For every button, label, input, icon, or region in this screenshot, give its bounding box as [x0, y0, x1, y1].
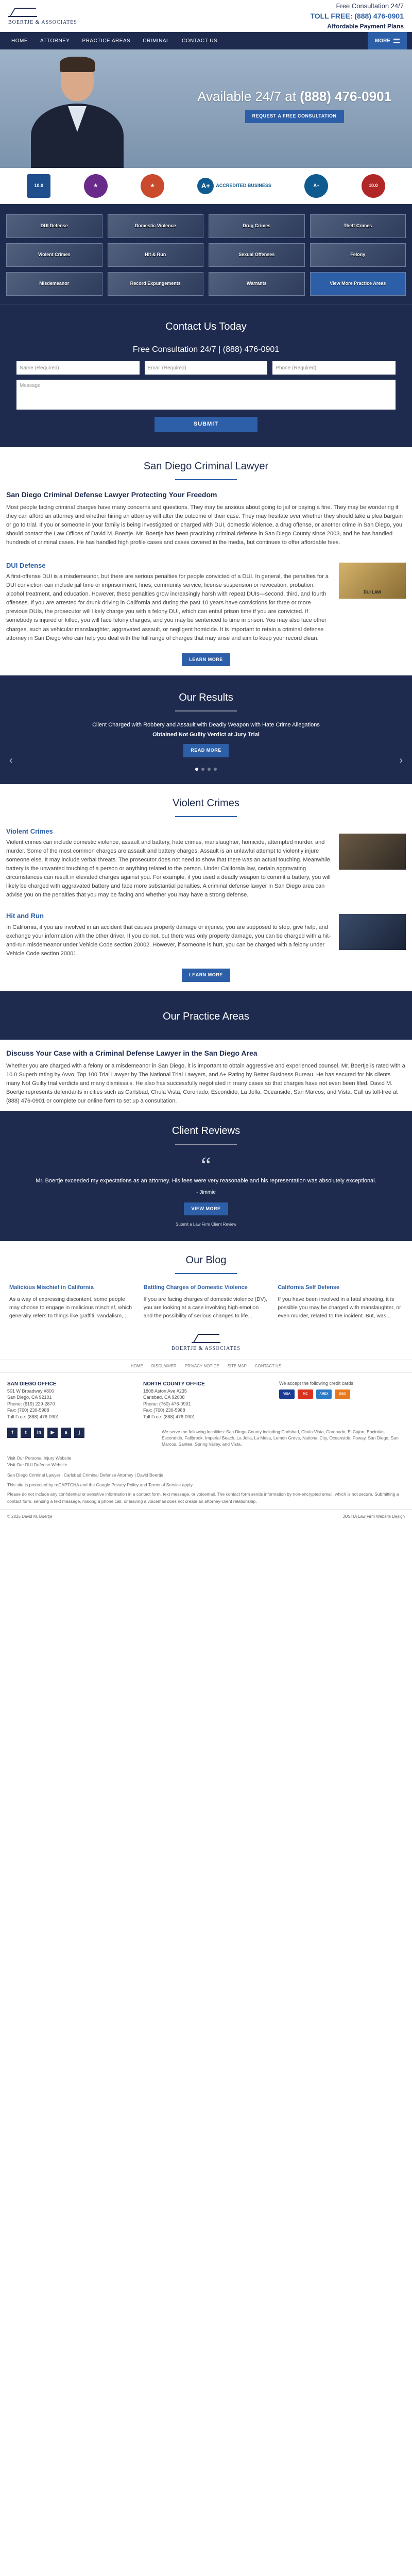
avvo-badge-icon: 10.0 — [362, 174, 385, 198]
mastercard-icon: MC — [298, 1389, 313, 1399]
footer-link-disclaimer[interactable]: DISCLAIMER — [151, 1363, 177, 1368]
results-title: Our Results — [179, 692, 233, 704]
hero-phone[interactable]: (888) 476-0901 — [300, 89, 391, 104]
tile-drug-crimes[interactable]: Drug Crimes — [209, 214, 305, 238]
footer-link-sitemap[interactable]: SITE MAP — [227, 1363, 247, 1368]
message-field[interactable]: Message — [16, 380, 396, 410]
dui-learn-more-button[interactable]: LEARN MORE — [182, 653, 230, 667]
bbb-badge — [197, 178, 271, 194]
practice-areas-heading: Discuss Your Case with a Criminal Defense Lawyer in the San Diego Area — [6, 1048, 258, 1057]
footer-logo[interactable]: BOERTJE & ASSOCIATES — [0, 1332, 412, 1352]
intro-title: San Diego Criminal Lawyer — [143, 460, 269, 472]
hero-banner — [0, 49, 412, 168]
practice-areas-body: Whether you are charged with a felony or a misdemeanor in San Diego, it is important to obtain aggressive and experienced counsel. Mr. Boertje is rated with a 10.0 Superb rating by Avvo, Top 100 Trial Lawyer by The National Trial Lawyers, and A+ Rating by Better Business Bureau. He has secured for his clients many Not Guilty trial verdicts and many dismissals. He also has successfully negotiated in many cases so that charges have not even been filed. David M. Boertje represents defendants in cities such as Carlsbad, Chula Vista, Coronado, Escondido, La Jolla, Oceanside, San Marcos, and Vista. Call us toll-free at (888) 476-0901 or complete our online form to set up a consultation. — [6, 1062, 405, 1104]
nav-attorney[interactable]: ATTORNEY — [40, 38, 70, 44]
blog-post-title[interactable]: Malicious Mischief in California — [9, 1284, 94, 1291]
san-diego-office: SAN DIEGO OFFICE 501 W Broadway #800 San Diego, CA 92101 Phone: (619) 229-2870 Fax: (760) 230-5988 Toll Free: (888) 476-0901 — [7, 1381, 60, 1420]
contact-title: Contact Us Today — [165, 321, 247, 332]
header-payment-text: Affordable Payment Plans — [327, 23, 404, 30]
logo-mark-icon — [8, 6, 37, 17]
practice-areas-title: Our Practice Areas — [163, 1010, 249, 1022]
tile-misdemeanor[interactable]: Misdemeanor — [6, 272, 102, 296]
blog-post-excerpt: If you have been involved in a fatal shooting, it is possible you may be charged with manslaughter, or even murder, related to the incident. But, was... — [278, 1296, 401, 1319]
practice-areas-content — [0, 1040, 412, 1106]
copyright-bar — [0, 1509, 412, 1524]
result-verdict: Obtained Not Guilty Verdict at Jury Trial — [152, 731, 260, 738]
tile-theft-crimes[interactable]: Theft Crimes — [310, 214, 406, 238]
copyright-text: © 2025 David M. Boertje — [7, 1514, 53, 1519]
tile-felony[interactable]: Felony — [310, 243, 406, 267]
justia-icon[interactable]: j — [74, 1428, 84, 1438]
email-field[interactable]: Email (Required) — [145, 361, 268, 375]
tile-hit-and-run[interactable]: Hit & Run — [108, 243, 204, 267]
service-areas: We serve the following localities: San Diego County including Carlsbad, Chula Vista, Coronado, El Cajon, Encinitas, Escondido, Fallbrook, Imperial Beach, La Jolla, La Mesa, Lemon Grove, National City, Oceanside, Poway, San Diego, San Marcos, Santee, Spring Valley, and Vista. — [162, 1429, 399, 1447]
dui-heading: DUI Defense — [6, 561, 46, 569]
hitrun-body: In California, if you are involved in an accident that causes property damage or injuries, you are supposed to stop, give help, and exchange your information with the other driver. If you do not, but there was only property damage, you can be charged with a hit-and-run misdemeanor under Vehicle Code section 20002. However, if someone is hurt, you can be charged with a felony under Vehicle Code section 20001. — [6, 924, 331, 957]
submit-review-link[interactable]: Submit a Law Firm Client Review — [176, 1222, 236, 1227]
tile-dui-defense[interactable]: DUI Defense — [6, 214, 102, 238]
blog-section — [0, 1241, 412, 1320]
chevron-right-icon[interactable]: › — [399, 755, 403, 767]
blog-post — [144, 1283, 269, 1320]
results-section — [0, 675, 412, 784]
footer-link-home[interactable]: HOME — [130, 1363, 143, 1368]
logo-mark-icon — [192, 1332, 220, 1343]
footer-link-contact[interactable]: CONTACT US — [254, 1363, 282, 1368]
award-badges — [0, 168, 412, 204]
logo-text: BOERTJE & ASSOCIATES — [8, 20, 77, 25]
nav-more-label: MORE — [375, 38, 390, 44]
nav-more-button[interactable] — [368, 32, 407, 49]
practice-tiles-section — [0, 204, 412, 304]
results-read-more-button[interactable]: READ MORE — [183, 744, 229, 757]
violent-learn-more-button[interactable]: LEARN MORE — [182, 969, 230, 982]
amex-icon: AMEX — [316, 1389, 332, 1399]
carousel-dots — [21, 768, 391, 771]
pi-website-link[interactable]: Visit Our Personal Injury Website — [7, 1455, 72, 1461]
tile-view-more[interactable]: View More Practice Areas — [310, 272, 406, 296]
hitrun-heading: Hit and Run — [6, 912, 44, 920]
hero-headline: Available 24/7 at (888) 476-0901 — [197, 89, 391, 104]
blog-post-excerpt: As a way of expressing discontent, some people may choose to engage in malicious mischief, which generally refers to things like graffiti, vandalism,... — [9, 1296, 132, 1319]
blog-post-title[interactable]: California Self Defense — [278, 1284, 340, 1291]
intro-body: Most people facing criminal charges have many concerns and questions. They may be anxious about going to jail or paying a fine. They may be wondering if they can afford an attorney and whether hiring an attorney will alter the outcome of their case. They may hesitate over whether they should take a plea bargain or go to trial. If you or someone in your family is being investigated or charged with DUI, domestic violence, a drug offense, or another crime in San Diego, you should contact the Law Offices of David M. Boertje. Mr. Boertje has been practicing criminal defense in San Diego County since 2003, and he has handled hundreds of criminal cases. He has handled high profile cases and cases covered in the media, but continues to offer affordable fees. — [6, 504, 403, 546]
name-field[interactable]: Name (Required) — [16, 361, 140, 375]
recaptcha-notice: This site is protected by reCAPTCHA and the Google Privacy Policy and Terms of Service apply. — [7, 1482, 194, 1488]
blog-title: Our Blog — [185, 1255, 227, 1266]
justia-credit-link[interactable]: JUSTIA Law Firm Website Design — [342, 1514, 405, 1519]
award-seal-icon: ★ — [84, 174, 108, 198]
bbb-text: ACCREDITED BUSINESS — [216, 183, 271, 189]
site-logo[interactable] — [8, 6, 77, 26]
north-county-office: NORTH COUNTY OFFICE 1808 Aston Ave #235 Carlsbad, CA 92008 Phone: (760) 476-0901 Fax: (760) 230-5988 Toll Free: (888) 476-0901 — [143, 1381, 205, 1420]
justia-badge-icon: 10.0 — [27, 174, 50, 198]
header — [0, 0, 412, 32]
blog-post — [9, 1283, 134, 1320]
tile-warrants[interactable]: Warrants — [209, 272, 305, 296]
nav-practice-areas[interactable]: PRACTICE AREAS — [82, 38, 131, 44]
blog-post — [278, 1283, 403, 1320]
office-locations — [0, 1380, 412, 1420]
facebook-icon[interactable]: f — [7, 1428, 18, 1438]
quote-icon: “ — [201, 1152, 211, 1178]
hero-text — [197, 87, 391, 123]
header-contact — [310, 1, 404, 31]
submit-button[interactable]: SUBMIT — [154, 417, 258, 432]
main-nav — [0, 32, 412, 49]
main-content — [0, 447, 412, 667]
chevron-left-icon[interactable]: ‹ — [9, 755, 13, 767]
intro-heading: San Diego Criminal Defense Lawyer Protecting Your Freedom — [6, 490, 217, 499]
dui-law-image: DUI LAW — [339, 563, 406, 599]
attorney-photo — [31, 55, 124, 168]
contact-disclaimer: Please do not include any confidential or sensitive information in a contact form, text message, or voicemail. The contact form sends information by non-encrypted email, which is not secure. Submitting a contact form, sending a text message, making a phone call, or leaving a voicemail does not create an attorney-client relationship. — [7, 1491, 399, 1504]
violent-crimes-section — [0, 784, 412, 982]
reviews-title: Client Reviews — [171, 1125, 241, 1137]
contact-subtitle: Free Consultation 24/7 | (888) 476-0901 — [132, 345, 280, 354]
header-consult-text: Free Consultation 24/7 — [336, 2, 404, 10]
police-stop-image — [339, 914, 406, 950]
payment-info — [279, 1380, 405, 1420]
header-phone-link[interactable]: TOLL FREE: (888) 476-0901 — [310, 12, 404, 21]
nav-home[interactable]: HOME — [11, 38, 28, 44]
bbb-rating: A+ — [197, 178, 214, 194]
hero-consultation-button[interactable]: REQUEST A FREE CONSULTATION — [245, 110, 344, 123]
dui-website-link[interactable]: Visit Our DUI Defense Website — [7, 1462, 67, 1468]
contact-form-section — [0, 304, 412, 447]
blog-post-title[interactable]: Battling Charges of Domestic Violence — [143, 1284, 248, 1291]
carousel-dot[interactable] — [208, 768, 211, 771]
divider — [175, 479, 237, 480]
carousel-dot[interactable] — [195, 768, 198, 771]
avvo-icon[interactable]: a — [61, 1428, 71, 1438]
practice-areas-banner — [0, 991, 412, 1040]
footer-nav — [0, 1360, 412, 1373]
nav-criminal[interactable]: CRIMINAL — [143, 38, 170, 44]
footer-link-privacy[interactable]: PRIVACY NOTICE — [184, 1363, 219, 1368]
nav-contact-us[interactable]: CONTACT US — [182, 38, 218, 44]
result-case: Client Charged with Robbery and Assault with Deadly Weapon with Hate Crime Allegations — [92, 722, 320, 728]
linkedin-icon[interactable]: in — [34, 1428, 44, 1438]
review-author: - Jimmie — [196, 1189, 216, 1195]
tile-domestic-violence[interactable]: Domestic Violence — [108, 214, 204, 238]
violent-title: Violent Crimes — [173, 797, 239, 809]
reviews-view-more-button[interactable]: VIEW MORE — [184, 1202, 228, 1216]
dui-body: A first-offense DUI is a misdemeanor, but there are serious penalties for people convicted of a DUI. In general, the penalties for a DUI conviction can include jail time or imprisonment, fines, community service, license suspension or revocation, probation, alcohol treatment, and education. However, these penalties grow increasingly harsh with repeat DUIs—second, third, and fourth offenses. If you are arrested for drunk driving in California and during the past 10 years have convictions for three or more previous DUIs, the prosecutor will likely charge you with a felony DUI, which can entail prison time if you are convicted. If somebody is injured or killed, you will face felony charges, and you may be sentenced to time in prison. You may also face other charges, such as vehicular manslaughter, aggravated assault, or negligent homicide. It is important to retain a criminal defense attorney in San Diego who can help you deal with the full range of charges that may arise and aim to keep your record clean. — [6, 573, 329, 641]
tile-sexual-offenses[interactable]: Sexual Offenses — [209, 243, 305, 267]
reviews-section — [0, 1111, 412, 1242]
visa-icon: VISA — [279, 1389, 295, 1399]
phone-field[interactable]: Phone (Required) — [272, 361, 396, 375]
city-links[interactable]: San Diego Criminal Lawyer | Carlsbad Criminal Defense Attorney | David Boertje — [7, 1472, 163, 1478]
youtube-icon[interactable]: ▶ — [47, 1428, 58, 1438]
violent-body: Violent crimes can include domestic violence, assault and battery, hate crimes, manslaughter, homicide, attempted murder, and murder. Some of the most common charges are assault and battery charges. Assault is an unlawful attempt to violently injure someone else. It may include verbal threats. The prosecutor does not need to show that there was an actual touching. Meanwhile, battery is the unwanted touching of a person or anything related to the person. Under California law, certain aggravating circumstances can result in elevated charges against you. For example, if you used a deadly weapon to commit a battery, you will likely be charged with aggravated battery and face more substantial penalties. A criminal defense lawyer in San Diego area can advise you on the penalties that you may be facing and whether you may have a strong defense. — [6, 839, 332, 899]
review-quote: Mr. Boertje exceeded my expectations as an attorney. His fees were very reasonable and his representation was absolutely exceptional. — [36, 1177, 376, 1184]
carousel-dot[interactable] — [201, 768, 204, 771]
carousel-dot[interactable] — [214, 768, 217, 771]
cards-text: We accept the following credit cards — [279, 1380, 353, 1386]
blog-post-excerpt: If you are facing charges of domestic violence (DV), you are looking at a case involving high emotion and the possibility of serious changes to life... — [143, 1296, 268, 1319]
bbb-rating-seal-icon: A+ — [304, 174, 328, 198]
tile-record-expungements[interactable]: Record Expungements — [108, 272, 204, 296]
hamburger-icon — [393, 39, 400, 43]
trial-lawyer-seal-icon: ★ — [141, 174, 164, 198]
handgun-image — [339, 834, 406, 870]
discover-icon: DISC — [335, 1389, 350, 1399]
tile-violent-crimes[interactable]: Violent Crimes — [6, 243, 102, 267]
violent-heading: Violent Crimes — [6, 827, 53, 835]
twitter-icon[interactable]: t — [21, 1428, 31, 1438]
